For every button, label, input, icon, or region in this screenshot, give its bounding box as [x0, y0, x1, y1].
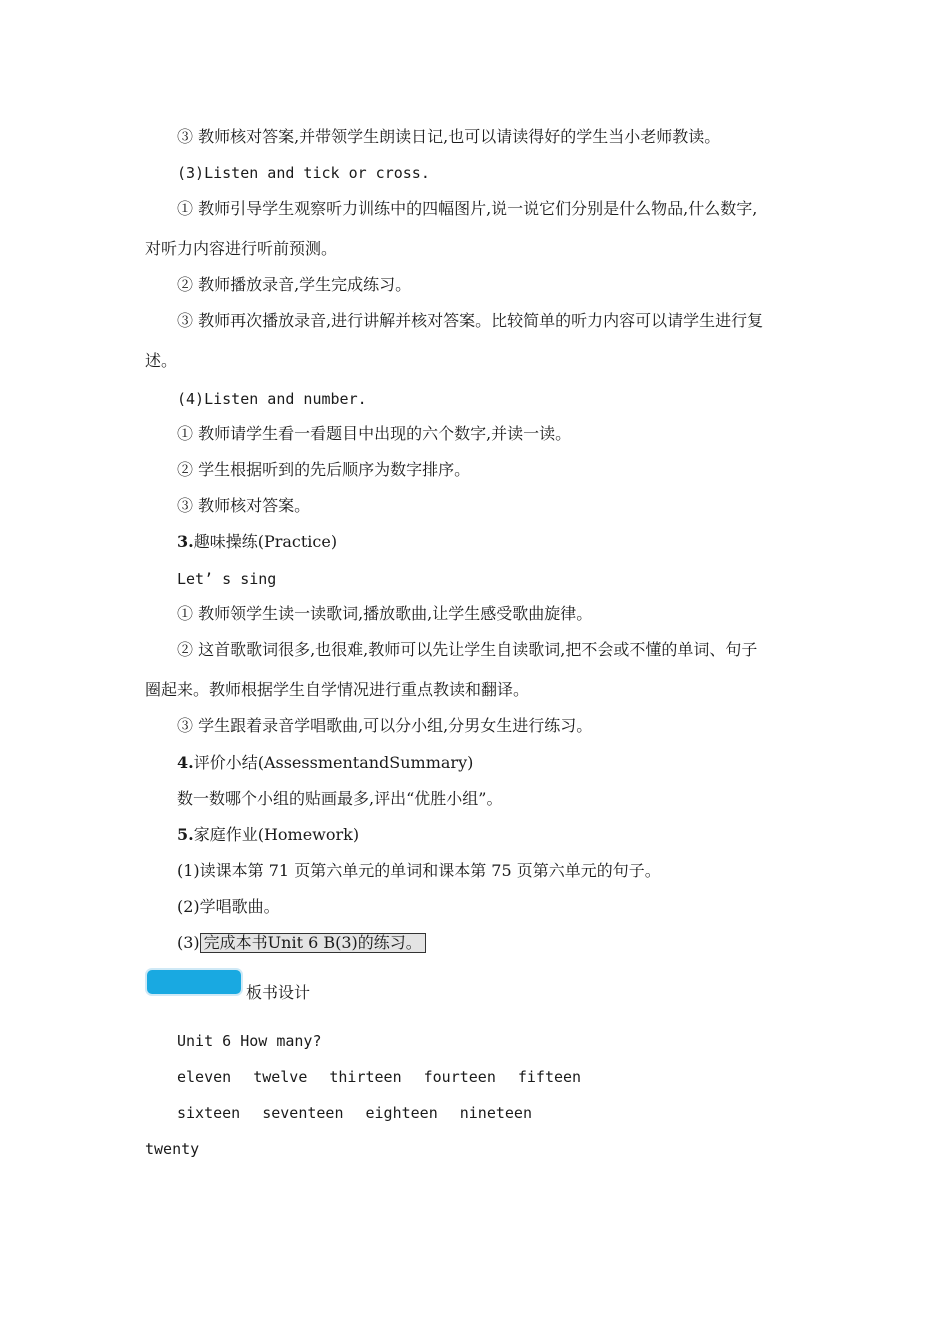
step-1-observe-pictures: ① 教师引导学生观察听力训练中的四幅图片,说一说它们分别是什么物品,什么数字,	[177, 199, 758, 218]
sing-step-3: ③ 学生跟着录音学唱歌曲,可以分小组,分男女生进行练习。	[177, 716, 593, 735]
homework-item-3-prefix: (3)	[177, 933, 200, 952]
heading-homework-number: 5.	[177, 825, 194, 844]
heading-practice-number: 3.	[177, 532, 194, 551]
board-word: thirteen	[329, 1068, 402, 1086]
assessment-text: 数一数哪个小组的贴画最多,评出“优胜小组”。	[177, 789, 503, 808]
heading-assessment-text: 评价小结(AssessmentandSummary)	[193, 753, 474, 772]
heading-assessment	[177, 752, 473, 774]
section-title-board-design: 板书设计	[246, 983, 311, 1002]
step-1-read-numbers: ① 教师请学生看一看题目中出现的六个数字,并读一读。	[177, 424, 572, 443]
board-row-3: twenty	[145, 1140, 200, 1158]
board-word: fourteen	[423, 1068, 496, 1086]
sub-heading-listen-number: (4)Listen and number.	[177, 390, 367, 408]
step-2-play-recording: ② 教师播放录音,学生完成练习。	[177, 275, 412, 294]
board-word: eighteen	[365, 1104, 438, 1122]
board-heading: Unit 6 How many?	[177, 1032, 322, 1050]
step-1-continuation: 对听力内容进行听前预测。	[145, 239, 338, 258]
heading-homework	[177, 824, 359, 846]
section-tag-badge	[145, 968, 243, 996]
heading-homework-text: 家庭作业(Homework)	[193, 825, 360, 844]
board-word: sixteen	[177, 1104, 241, 1122]
heading-assessment-number: 4.	[177, 753, 194, 772]
homework-item-1: (1)读课本第 71 页第六单元的单词和课本第 75 页第六单元的句子。	[177, 861, 661, 880]
board-word: eleven	[177, 1068, 232, 1086]
board-row-1	[177, 1066, 603, 1088]
board-word: seventeen	[262, 1104, 344, 1122]
step-3-replay: ③ 教师再次播放录音,进行讲解并核对答案。比较简单的听力内容可以请学生进行复	[177, 311, 764, 330]
step-3-check: ③ 教师核对答案。	[177, 496, 311, 515]
step-3-continuation: 述。	[145, 351, 178, 370]
homework-item-3	[177, 932, 426, 954]
homework-item-2: (2)学唱歌曲。	[177, 897, 280, 916]
heading-practice-text: 趣味操练(Practice)	[193, 532, 338, 551]
board-word: twelve	[253, 1068, 308, 1086]
sing-step-1: ① 教师领学生读一读歌词,播放歌曲,让学生感受歌曲旋律。	[177, 604, 593, 623]
heading-practice	[177, 531, 337, 553]
board-word: fifteen	[517, 1068, 582, 1086]
sub-heading-listen-tick: (3)Listen and tick or cross.	[177, 164, 430, 182]
sing-step-2: ② 这首歌歌词很多,也很难,教师可以先让学生自读歌词,把不会或不懂的单词、句子	[177, 640, 758, 659]
step-3-check-answers: ③ 教师核对答案,并带领学生朗读日记,也可以请读得好的学生当小老师教读。	[177, 127, 721, 146]
board-word: nineteen	[459, 1104, 532, 1122]
lets-sing-label: Let’ s sing	[177, 570, 277, 588]
step-2-order-numbers: ② 学生根据听到的先后顺序为数字排序。	[177, 460, 471, 479]
homework-item-3-boxed: 完成本书Unit 6 B(3)的练习。	[200, 933, 426, 953]
board-row-2	[177, 1102, 554, 1124]
sing-step-2-continuation: 圈起来。教师根据学生自学情况进行重点教读和翻译。	[145, 680, 530, 699]
